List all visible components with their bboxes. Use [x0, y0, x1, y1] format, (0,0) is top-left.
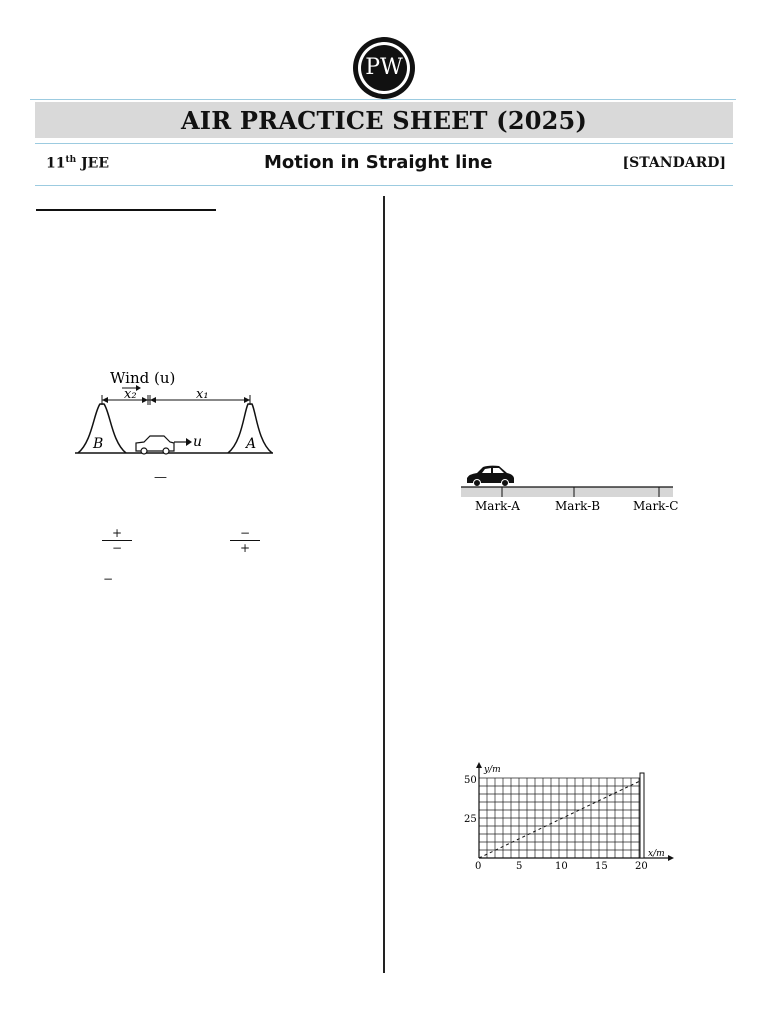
fraction-1 — [102, 526, 132, 555]
subheader-rule-top — [35, 143, 733, 144]
wind-car-figure — [70, 362, 280, 462]
pw-logo — [352, 36, 416, 100]
header-rule-top — [30, 99, 736, 100]
class-exam: JEE — [81, 155, 110, 172]
x-tick-10: 10 — [555, 861, 568, 872]
fraction-1-denominator: − — [102, 540, 132, 555]
class-suffix: th — [65, 155, 77, 165]
x-axis-label: x/m — [648, 849, 665, 859]
x-tick-20: 20 — [635, 861, 648, 872]
y-tick-25: 25 — [464, 814, 477, 825]
fraction-2 — [230, 526, 260, 555]
logo-text: PW — [365, 55, 403, 80]
subheader-rule-bottom — [35, 185, 733, 186]
column-divider — [383, 196, 385, 973]
fraction-1-numerator: + — [111, 526, 123, 540]
x2-label: x₂ — [124, 387, 137, 402]
x-tick-5: 5 — [516, 861, 523, 872]
x-tick-0: 0 — [475, 861, 482, 872]
class-number: 11 — [46, 155, 66, 172]
car-velocity-label: u — [193, 434, 203, 450]
fraction-2-numerator: − — [239, 526, 251, 540]
section-heading-underline — [36, 209, 216, 211]
title-band — [35, 102, 733, 138]
mark-b-label: Mark-B — [555, 499, 601, 513]
road-marks-figure — [455, 460, 683, 520]
dash-fragment: — — [154, 470, 167, 485]
mark-a-label: Mark-A — [475, 499, 520, 513]
minus-fragment: − — [103, 572, 114, 586]
x-tick-15: 15 — [595, 861, 608, 872]
y-axis-label: y/m — [484, 765, 501, 775]
y-tick-50: 50 — [464, 775, 477, 786]
hill-a-label: A — [246, 436, 257, 452]
x1-label: x₁ — [196, 387, 209, 402]
mark-c-label: Mark-C — [633, 499, 679, 513]
hill-b-label: B — [93, 436, 104, 452]
grid-graph-figure — [458, 760, 678, 875]
class-label — [46, 155, 109, 172]
fraction-2-denominator: + — [230, 540, 260, 555]
wall — [640, 773, 644, 858]
difficulty-level: [STANDARD] — [622, 155, 726, 171]
sheet-title: AIR PRACTICE SHEET (2025) — [180, 105, 587, 135]
chapter-title: Motion in Straight line — [264, 152, 493, 173]
wind-label: Wind (u) — [110, 369, 176, 387]
